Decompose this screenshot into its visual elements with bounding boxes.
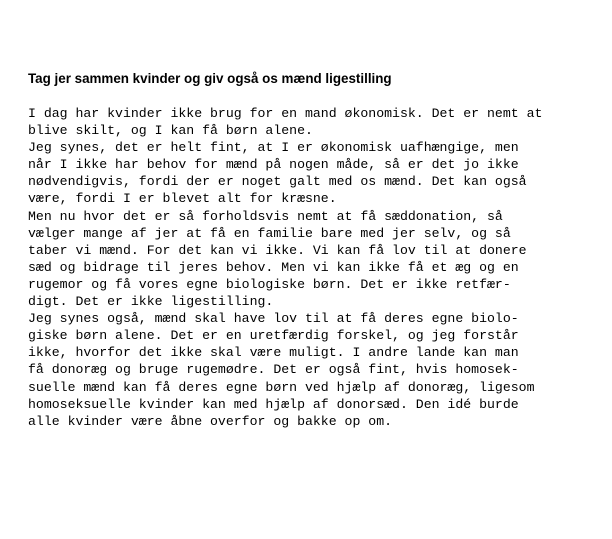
document-title: Tag jer sammen kvinder og giv også os mænd ligestilling (28, 71, 392, 86)
body-line: I dag har kvinder ikke brug for en mand økonomisk. Det er nemt at (28, 106, 543, 121)
body-line: homoseksuelle kvinder kan med hjælp af donorsæd. Den idé burde (28, 396, 519, 412)
body-line: vælger mange af jer at få en familie bare med jer selv, og så (28, 225, 511, 241)
body-line: Jeg synes også, mænd skal have lov til at få deres egne biolo- (28, 311, 519, 327)
document-page (28, 70, 598, 430)
body-line: Jeg synes, det er helt fint, at I er økonomisk uafhængige, men (28, 140, 519, 156)
body-line: når I ikke har behov for mænd på nogen måde, så er det jo ikke (28, 157, 519, 173)
document-body (28, 105, 598, 430)
body-line: alle kvinder være åbne overfor og bakke op om. (28, 413, 393, 429)
body-line: taber vi mænd. For det kan vi ikke. Vi kan få lov til at donere (28, 242, 527, 258)
body-line: Men nu hvor det er så forholdsvis nemt at få sæddonation, så (28, 208, 503, 224)
body-line: digt. Det er ikke ligestilling. (28, 294, 274, 310)
body-line: nødvendigvis, fordi der er noget galt med os mænd. Det kan også (28, 174, 527, 190)
body-line: være, fordi I er blevet alt for kræsne. (28, 191, 337, 207)
body-line: blive skilt, og I kan få børn alene. (28, 123, 313, 139)
body-line: sæd og bidrage til jeres behov. Men vi kan ikke få et æg og en (28, 259, 519, 275)
body-line: rugemor og få vores egne biologiske børn. Det er ikke retfær- (28, 276, 511, 292)
body-line: ikke, hvorfor det ikke skal være muligt. I andre lande kan man (28, 345, 519, 361)
body-line: suelle mænd kan få deres egne børn ved hjælp af donoræg, ligesom (28, 379, 535, 395)
body-line: giske børn alene. Det er en uretfærdig forskel, og jeg forstår (28, 328, 519, 344)
body-line: få donoræg og bruge rugemødre. Det er også fint, hvis homosek- (28, 362, 519, 378)
